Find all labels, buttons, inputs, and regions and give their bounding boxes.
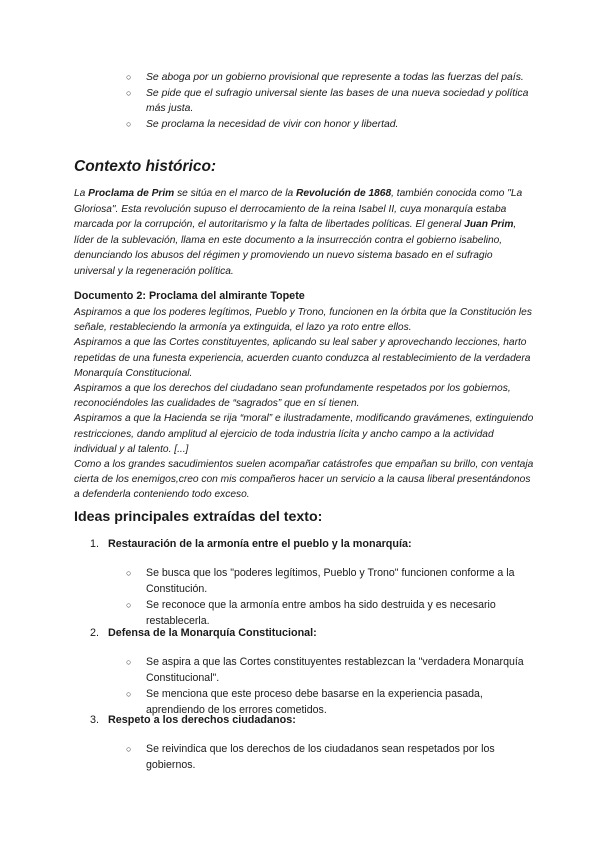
list-item: ○ Se busca que los "poderes legítimos, Pueblo y Trono" funcionen conforme a la Constitución. [126, 567, 515, 595]
document-paragraph: Aspiramos a que los poderes legítimos, Pueblo y Trono, funcionen en la órbita que la Constitución les señale, restableciendo la armonía ya extinguida, el lazo ya roto entre ellos. [74, 307, 532, 334]
document-paragraph: Aspiramos a que las Cortes constituyentes, aplicando su leal saber y aprovechando lecciones, harto repetidas de una funesta experiencia, acuerden cuanto conduzca al restablecimiento de la verdadera Monarquía Constitucional. [74, 337, 531, 379]
list-item: ○ Se menciona que este proceso debe basarse en la experiencia pasada, aprendiendo de los errores cometidos. [126, 688, 483, 716]
idea-1-bullets [0, 566, 600, 629]
list-item: ○ Se aspira a que las Cortes constituyentes restablezcan la "verdadera Monarquía Constitucional". [126, 656, 524, 684]
list-item: ○ Se pide que el sufragio universal siente las bases de una nueva sociedad y política más justa. [126, 88, 529, 114]
top-bullet-list [0, 70, 600, 132]
list-item: ○ Se aboga por un gobierno provisional que represente a todas las fuerzas del país. [126, 72, 524, 83]
idea-item-2: 2. Defensa de la Monarquía Constitucional: [90, 627, 317, 639]
circle-bullet-icon: ○ [126, 600, 132, 610]
document-title: Documento 2: Proclama del almirante Topete [74, 290, 305, 302]
list-item: ○ Se reivindica que los derechos de los ciudadanos sean respetados por los gobiernos. [126, 743, 495, 771]
idea-item-3: 3. Respeto a los derechos ciudadanos: [90, 714, 296, 726]
document-paragraph: Aspiramos a que la Hacienda se rija “moral” e ilustradamente, modificando gravámenes, extinguiendo restricciones, dando amplitud al ejercicio de toda industria lícita y ancho campo a la actividad individual y al talento. [...] [74, 413, 534, 455]
idea-2-bullets [0, 655, 600, 718]
circle-bullet-icon: ○ [126, 568, 132, 578]
document-text [74, 305, 534, 503]
list-item: ○ Se reconoce que la armonía entre ambos ha sido destruida y es necesario restablecerla. [126, 599, 496, 627]
context-paragraph: La Proclama de Prim se sitúa en el marco de la Revolución de 1868, también conocida como "La Gloriosa". Esta revolución supuso el derrocamiento de la reina Isabel II, cuya monarquía estaba marcada por la corrupción, el autoritarismo y la falta de libertades políticas. El general Juan Prim, líder de la sublevación, llama en este documento a la insurrección contra el gobierno isabelino, denunciando los abusos del régimen y promoviendo un nuevo sistema basado en el sufragio universal y la regeneración política. [74, 188, 523, 277]
circle-bullet-icon: ○ [126, 119, 132, 129]
circle-bullet-icon: ○ [126, 88, 132, 98]
circle-bullet-icon: ○ [126, 657, 132, 667]
idea-item-1: 1. Restauración de la armonía entre el pueblo y la monarquía: [90, 538, 412, 550]
document-paragraph: Aspiramos a que los derechos del ciudadano sean profundamente respetados por los gobiernos, reconociéndoles las cualidades de “sagrados” que en sí tienen. [74, 383, 511, 410]
circle-bullet-icon: ○ [126, 72, 132, 82]
circle-bullet-icon: ○ [126, 744, 132, 754]
list-item: ○ Se proclama la necesidad de vivir con honor y libertad. [126, 119, 399, 130]
context-heading: Contexto histórico: [74, 158, 217, 175]
document-paragraph: Como a los grandes sacudimientos suelen acompañar catástrofes que empañan su brillo, con ventaja cierta de los enemigos,creo con mis compañeros hacer un servicio a la causa liberal presentándonos a defenderla conteniendo todo exceso. [74, 459, 534, 501]
idea-3-bullets [0, 742, 600, 773]
ideas-heading: Ideas principales extraídas del texto: [74, 509, 323, 525]
circle-bullet-icon: ○ [126, 689, 132, 699]
